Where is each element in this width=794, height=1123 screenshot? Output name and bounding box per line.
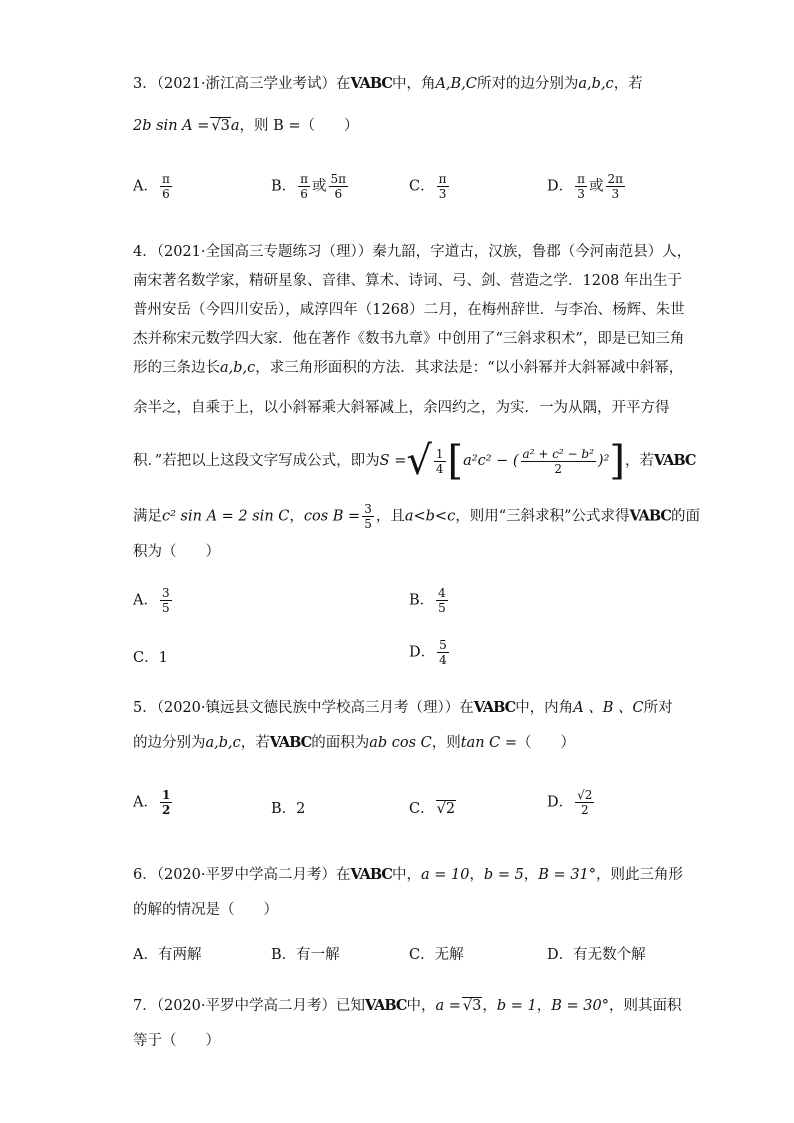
q6-line-1 [133, 863, 683, 884]
frac-numerator: 2π [607, 172, 624, 186]
q3-formula: a [230, 118, 240, 134]
option-value: 有两解 [157, 947, 202, 963]
q4-formula-lhs: S = [379, 453, 407, 469]
q4-line-2: 南宋著名数学家，精研星象、音律、算术、诗词、弓、剑、营造之学．1208 年出生于 [133, 273, 683, 289]
or-text: 或 [312, 178, 327, 195]
option-value: 无解 [434, 947, 464, 963]
q6-option-c[interactable] [409, 943, 464, 964]
q5-formula: ab cos C [369, 735, 432, 751]
sqrt-radical: √ [406, 438, 432, 484]
q5-vars: A 、B 、C [573, 700, 644, 716]
q6-formula: a = 10 [420, 867, 470, 883]
q5-text: 5．（2020·镇远县文德民族中学校高三月考（理））在 [133, 700, 474, 716]
q4-option-c[interactable] [133, 646, 168, 667]
q5-text: 中，内角 [515, 700, 574, 716]
q7-line-2: 等于（ ） [133, 1033, 220, 1049]
q4-formula: )² [597, 453, 610, 469]
frac-denominator: 5 [161, 601, 170, 615]
q4-text: ，且 [375, 508, 405, 525]
q5-line-2 [133, 731, 575, 752]
option-label: B． [271, 947, 297, 963]
sqrt-value: 2 [445, 801, 456, 817]
frac-numerator: 3 [364, 502, 372, 516]
frac-denominator: 4 [435, 461, 444, 476]
q6-line-2: 的解的情况是（ ） [133, 902, 278, 918]
frac-denominator: 3 [611, 187, 620, 201]
frac-denominator: 6 [300, 187, 308, 201]
q6-option-a[interactable] [133, 943, 201, 964]
frac-numerator: π [161, 172, 170, 186]
q4-line-1: 4．（2021·全国高三专题练习（理））秦九韶，字道古，汉族，鲁郡（今河南范县）人， [133, 244, 692, 260]
frac-denominator: 2 [580, 803, 589, 817]
q4-text: ，则用“三斜求积”公式求得 [455, 508, 630, 525]
q5-text: 的面积为 [311, 735, 370, 751]
q7-text: ， [536, 998, 552, 1014]
frac-numerator: π [300, 172, 309, 186]
option-label: D． [547, 178, 574, 195]
q6-text: ， [469, 867, 484, 883]
q5-option-a[interactable] [133, 788, 174, 817]
frac-denominator: 2 [554, 461, 563, 476]
q3-text: 3．（2021·浙江高三学业考试）在 [133, 76, 351, 92]
option-label: C． [409, 178, 435, 195]
option-label: C． [409, 947, 435, 963]
q4-line-3: 普州安岳（今四川安岳），咸淳四年（1268）二月，在梅州辞世．与李冶、杨辉、朱世 [133, 302, 685, 318]
q5-line-1 [133, 696, 673, 717]
frac-denominator: 5 [364, 517, 372, 531]
q4-line-5 [133, 356, 683, 377]
q4-line-8 [133, 502, 700, 531]
q4-formula: a²c² − ( [463, 453, 519, 469]
q3-option-d[interactable] [547, 172, 627, 201]
q5-formula: tan C = [460, 735, 518, 751]
q6-text: ，则此三角形 [596, 867, 684, 883]
option-label: A． [133, 794, 158, 811]
or-text: 或 [589, 178, 604, 195]
q5-text: 所对 [643, 700, 673, 716]
q7-text: 7．（2020·平罗中学高二月考）已知 [133, 998, 365, 1014]
right-bracket: ] [609, 438, 625, 484]
frac-numerator: π [577, 172, 586, 186]
option-label: C． [133, 650, 159, 666]
frac-numerator: 5 [439, 638, 447, 652]
option-label: C． [409, 801, 435, 817]
option-label: B． [409, 592, 435, 609]
option-label: A． [133, 947, 158, 963]
frac-denominator: 3 [577, 187, 585, 201]
option-label: D． [547, 947, 574, 963]
q7-formula: b = 1 [496, 998, 537, 1014]
left-bracket: [ [447, 438, 464, 484]
option-label: A． [133, 592, 158, 609]
q3-sides: a,b,c [578, 76, 614, 92]
q4-line-9: 积为（ ） [133, 544, 220, 560]
frac-denominator: 4 [439, 653, 447, 667]
option-value: 2 [296, 801, 306, 817]
frac-denominator: 2 [161, 803, 171, 817]
q7-text: ， [482, 998, 497, 1014]
q6-text: 6．（2020·平罗中学高二月考）在 [133, 867, 351, 883]
q6-formula: B = 31° [538, 867, 597, 883]
frac-numerator: a² + c² − b² [522, 446, 594, 461]
triangle-symbol: VABC [350, 866, 392, 883]
option-value: 1 [158, 650, 168, 666]
frac-numerator: √2 [577, 788, 593, 802]
q5-option-d[interactable] [547, 788, 596, 817]
frac-numerator: 4 [438, 586, 446, 600]
option-value: 有无数个解 [573, 947, 646, 963]
q7-text: ，则其面积 [608, 998, 682, 1014]
q7-text: 中， [406, 998, 436, 1014]
q7-formula: B = 30° [551, 998, 609, 1014]
q4-formula: cos B = [303, 508, 361, 525]
q3-option-c[interactable] [409, 172, 451, 201]
q5-text: （ ） [517, 735, 576, 751]
q4-option-b[interactable] [409, 586, 450, 615]
triangle-symbol: VABC [269, 734, 312, 751]
option-label: B． [271, 801, 297, 817]
q3-stem-line-2 [133, 114, 359, 135]
q4-line-7 [133, 438, 696, 484]
q4-text: ，求三角形面积的方法．其求法是：“以小斜幂并大斜幂减中斜幂， [255, 360, 684, 376]
q4-vars: a,b,c [220, 360, 256, 376]
sqrt-symbol: √3 [211, 118, 230, 134]
frac-numerator: 1 [161, 788, 171, 802]
option-label: B． [271, 178, 297, 195]
q7-line-1 [133, 994, 681, 1015]
frac-numerator: π [438, 172, 447, 186]
q5-text: ，则 [431, 735, 461, 751]
q3-vars: A,B,C [435, 76, 477, 92]
q6-text: ， [523, 867, 539, 883]
frac-denominator: 5 [438, 601, 446, 615]
q4-option-a[interactable] [133, 586, 174, 615]
q7-formula: a = [435, 998, 461, 1014]
triangle-symbol: VABC [350, 75, 392, 92]
triangle-symbol: VABC [629, 507, 671, 525]
frac-denominator: 3 [438, 187, 447, 201]
triangle-symbol: VABC [365, 997, 407, 1014]
q4-text: 的面 [670, 508, 700, 525]
q3-sqrt-value: 3 [220, 118, 230, 134]
q6-option-d[interactable] [547, 943, 646, 964]
option-label: D． [547, 794, 574, 811]
q3-text: ，若 [613, 76, 643, 92]
q4-option-d[interactable] [409, 638, 451, 667]
q5-vars: a,b,c [205, 735, 241, 751]
q3-stem-line-1 [133, 72, 643, 93]
q4-text: 积．”若把以上这段文字写成公式，即为 [133, 453, 380, 469]
q3-text: 中，角 [391, 76, 436, 92]
q5-option-c[interactable] [409, 797, 456, 818]
option-label: A． [133, 178, 158, 195]
q4-text: 满足 [133, 508, 162, 525]
q5-text: ，若 [240, 735, 270, 751]
q3-option-a[interactable] [133, 172, 174, 201]
q3-text: 所对的边分别为 [476, 76, 579, 92]
q3-formula: 2b sin A = [133, 118, 210, 134]
triangle-symbol: VABC [654, 452, 696, 469]
q4-line-4: 杰并称宋元数学四大家．他在著作《数书九章》中创用了“三斜求积术”，即是已知三角 [133, 331, 685, 347]
q4-text: ， [289, 508, 304, 525]
option-value: 有一解 [296, 947, 340, 963]
frac-numerator: 5π [330, 172, 347, 186]
q5-option-b[interactable] [271, 797, 305, 818]
sqrt-symbol: √3 [462, 998, 482, 1014]
frac-denominator: 6 [334, 187, 343, 201]
frac-numerator: 3 [161, 586, 170, 600]
q3-option-b[interactable] [271, 172, 350, 201]
triangle-symbol: VABC [473, 699, 516, 716]
q6-text: 中， [391, 867, 421, 883]
q5-text: 的边分别为 [133, 735, 206, 751]
q4-formula: c² sin A = 2 sin C [162, 508, 290, 525]
q4-line-6: 余半之，自乘于上，以小斜幂乘大斜幂减上，余四约之，为实．一为从隅，开平方得 [133, 400, 670, 416]
option-label: D． [409, 644, 436, 661]
q3-text: ，则 B =（ ） [239, 118, 359, 134]
sqrt-value: 3 [472, 998, 482, 1014]
frac-denominator: 6 [162, 187, 170, 201]
q4-text: 形的三条边长 [133, 360, 220, 376]
q4-text: ，若 [625, 453, 654, 469]
sqrt-symbol: √2 [436, 801, 456, 817]
frac-numerator: 1 [435, 446, 444, 461]
q6-option-b[interactable] [271, 943, 340, 964]
sqrt-value: 2 [584, 788, 593, 802]
q6-formula: b = 5 [483, 867, 524, 883]
q4-inequality: a<b<c [404, 508, 456, 525]
